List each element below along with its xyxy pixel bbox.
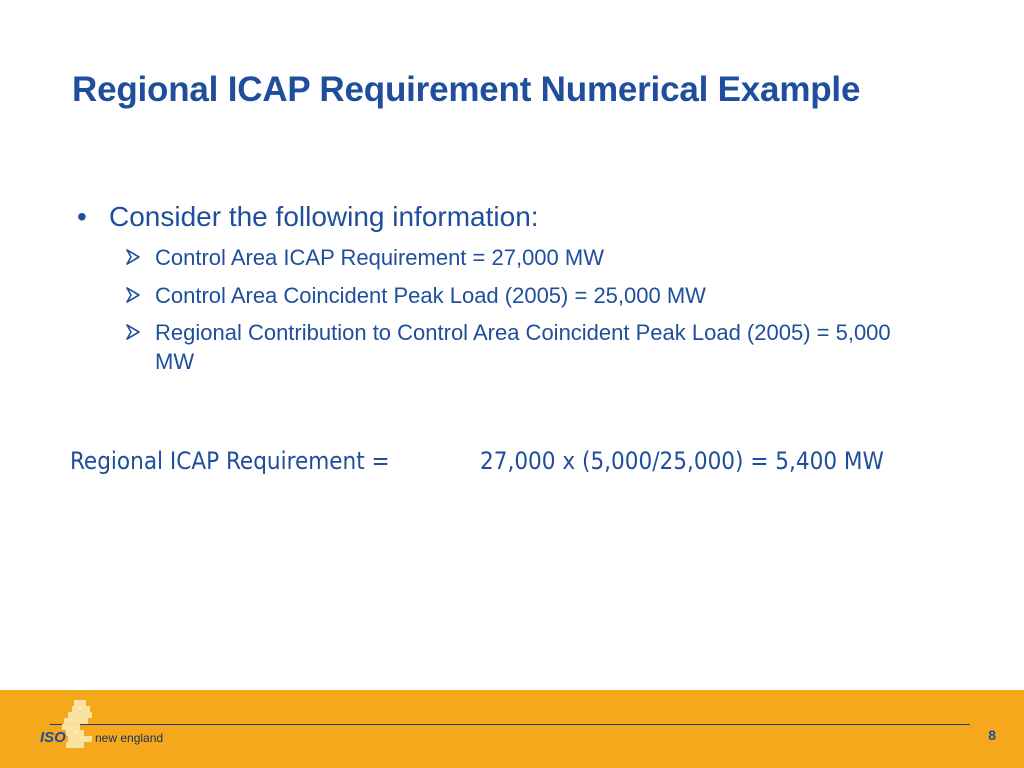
arrow-bullet-icon: [126, 243, 150, 265]
formula: [70, 447, 884, 475]
formula-lhs: Regional ICAP Requirement =: [70, 447, 390, 475]
sub-item: [126, 243, 604, 272]
arrow-bullet-icon: [126, 318, 150, 340]
iso-ne-logo: [38, 698, 188, 760]
sub-item: [126, 318, 926, 376]
page-number: 8: [988, 727, 996, 743]
logo-name-text: new england: [95, 731, 164, 745]
formula-rhs: 27,000 x (5,000/25,000) = 5,400 MW: [480, 447, 884, 475]
sub-item-text: Control Area ICAP Requirement = 27,000 MW: [155, 245, 604, 270]
bullet-item: [77, 201, 539, 233]
sub-item: [126, 281, 706, 310]
bullet-text: Consider the following information:: [109, 201, 539, 232]
footer-divider: [50, 724, 970, 725]
bullet-marker: •: [77, 201, 87, 232]
slide-title: Regional ICAP Requirement Numerical Example: [72, 70, 861, 109]
logo-iso-text: ISO: [40, 729, 66, 746]
arrow-bullet-icon: [126, 281, 150, 303]
sub-item-text: Control Area Coincident Peak Load (2005) = 25,000 MW: [155, 283, 706, 308]
sub-item-text: Regional Contribution to Control Area Coincident Peak Load (2005) = 5,000 MW: [155, 320, 891, 374]
footer-band: [0, 690, 1024, 768]
